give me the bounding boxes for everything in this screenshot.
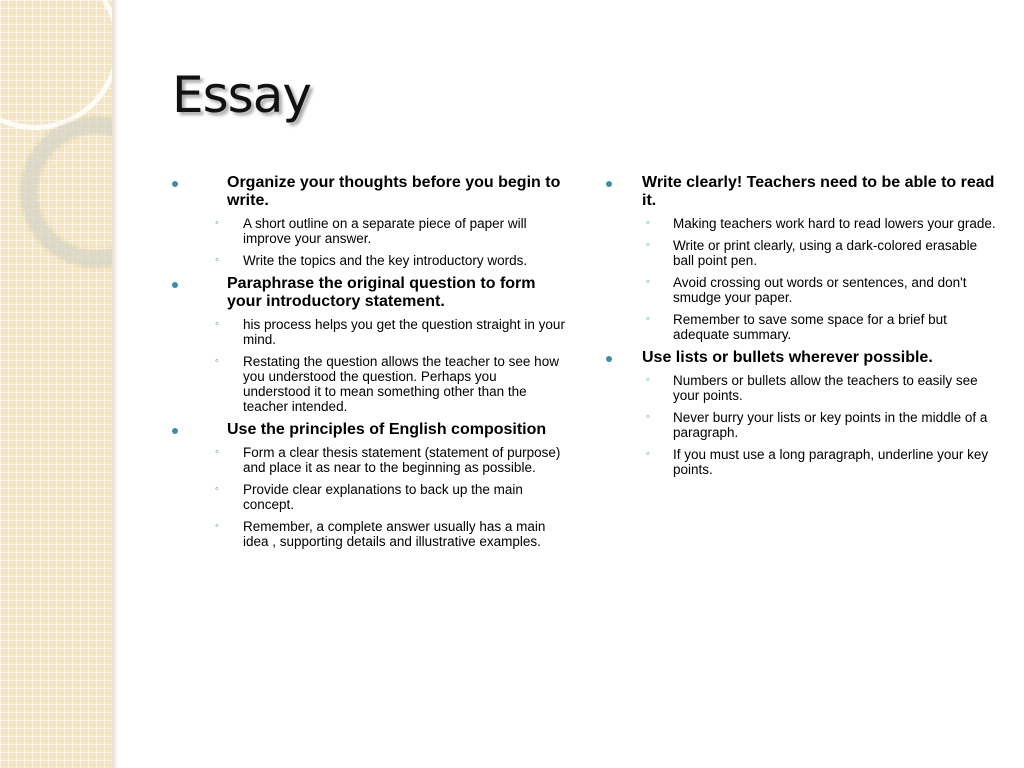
sub-list-item bbox=[172, 317, 567, 347]
sub-bullet-text: Avoid crossing out words or sentences, and don't smudge your paper. bbox=[673, 275, 967, 305]
bullet-icon bbox=[606, 356, 612, 362]
sub-bullet-icon: ◦ bbox=[215, 254, 219, 266]
sub-bullet-icon: ◦ bbox=[215, 483, 219, 495]
sub-bullet-text: his process helps you get the question straight in your mind. bbox=[243, 317, 565, 347]
sub-bullet-icon: ◦ bbox=[215, 217, 219, 229]
left-bullet-list bbox=[172, 174, 567, 549]
list-item bbox=[172, 275, 567, 414]
sub-bullet-icon: ◦ bbox=[646, 239, 650, 251]
sub-list-item bbox=[606, 373, 998, 403]
sub-bullet-text: Restating the question allows the teacher to see how you understood the question. Perhaps you understood it to mean something other than the teacher intended. bbox=[243, 354, 559, 414]
sub-bullet-icon: ◦ bbox=[215, 318, 219, 330]
sub-list-item bbox=[606, 216, 998, 231]
sub-bullet-icon: ◦ bbox=[646, 313, 650, 325]
sub-bullet-list bbox=[172, 216, 567, 268]
sub-list-item bbox=[606, 275, 998, 305]
sub-list-item bbox=[172, 482, 567, 512]
bullet-heading: Write clearly! Teachers need to be able to read it. bbox=[642, 174, 995, 209]
sub-list-item bbox=[172, 216, 567, 246]
sub-bullet-text: Numbers or bullets allow the teachers to easily see your points. bbox=[673, 373, 978, 403]
sub-bullet-text: Write or print clearly, using a dark-colored erasable ball point pen. bbox=[673, 238, 978, 268]
decorative-side-panel bbox=[0, 0, 112, 768]
sub-bullet-text: If you must use a long paragraph, underline your key points. bbox=[673, 447, 989, 477]
sub-list-item bbox=[172, 354, 567, 414]
sub-bullet-list bbox=[172, 317, 567, 414]
bullet-icon bbox=[172, 428, 178, 434]
bullet-icon bbox=[172, 181, 178, 187]
sub-list-item bbox=[172, 445, 567, 475]
sub-list-item bbox=[172, 519, 567, 549]
sub-bullet-icon: ◦ bbox=[646, 411, 650, 423]
decorative-ring bbox=[22, 118, 112, 266]
sub-bullet-text: Never burry your lists or key points in the middle of a paragraph. bbox=[673, 410, 988, 440]
sub-bullet-list bbox=[606, 216, 998, 342]
list-item bbox=[606, 174, 998, 342]
bullet-heading: Organize your thoughts before you begin to write. bbox=[227, 174, 561, 209]
sub-list-item bbox=[606, 410, 998, 440]
sub-bullet-text: Making teachers work hard to read lowers your grade. bbox=[673, 216, 996, 231]
sub-bullet-text: A short outline on a separate piece of paper will improve your answer. bbox=[243, 216, 527, 246]
list-item bbox=[606, 349, 998, 477]
sub-bullet-text: Remember, a complete answer usually has a main idea , supporting details and illustrative examples. bbox=[243, 519, 546, 549]
list-item bbox=[172, 174, 567, 268]
sub-bullet-text: Provide clear explanations to back up the main concept. bbox=[243, 482, 523, 512]
sub-bullet-list bbox=[606, 373, 998, 477]
sub-bullet-icon: ◦ bbox=[215, 446, 219, 458]
decorative-ring bbox=[0, 0, 112, 130]
sub-bullet-icon: ◦ bbox=[646, 374, 650, 386]
sub-list-item bbox=[172, 253, 567, 268]
list-item bbox=[172, 421, 567, 549]
sub-bullet-text: Remember to save some space for a brief but adequate summary. bbox=[673, 312, 947, 342]
bullet-icon bbox=[606, 181, 612, 187]
sub-list-item bbox=[606, 447, 998, 477]
sub-bullet-icon: ◦ bbox=[646, 217, 650, 229]
right-column bbox=[606, 174, 998, 484]
bullet-heading: Use lists or bullets wherever possible. bbox=[642, 349, 933, 366]
sub-bullet-icon: ◦ bbox=[646, 448, 650, 460]
sub-bullet-list bbox=[172, 445, 567, 549]
bullet-icon bbox=[172, 282, 178, 288]
sub-bullet-icon: ◦ bbox=[215, 355, 219, 367]
sub-list-item bbox=[606, 238, 998, 268]
sub-bullet-text: Write the topics and the key introductory words. bbox=[243, 253, 528, 268]
side-panel-shadow bbox=[112, 0, 118, 768]
sub-bullet-icon: ◦ bbox=[646, 276, 650, 288]
sub-bullet-icon: ◦ bbox=[215, 520, 219, 532]
right-bullet-list bbox=[606, 174, 998, 477]
bullet-heading: Paraphrase the original question to form your introductory statement. bbox=[227, 275, 536, 310]
slide-title: Essay bbox=[172, 66, 311, 124]
sub-bullet-text: Form a clear thesis statement (statement of purpose) and place it as near to the beginning as possible. bbox=[243, 445, 561, 475]
bullet-heading: Use the principles of English composition bbox=[227, 421, 547, 438]
left-column bbox=[172, 174, 567, 556]
sub-list-item bbox=[606, 312, 998, 342]
